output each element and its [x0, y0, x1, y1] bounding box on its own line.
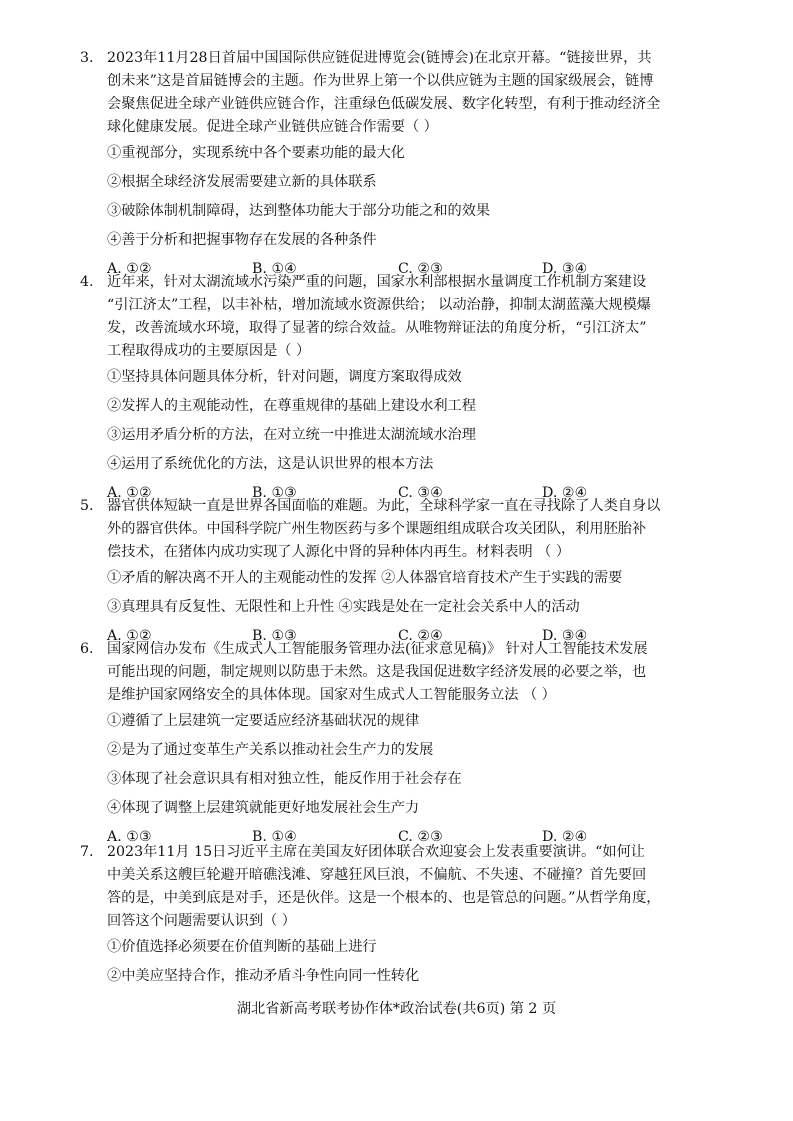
question-4 — [80, 271, 720, 507]
statement-option: ②是为了通过变革生产关系以推动社会生产力的发展 — [107, 742, 434, 758]
question-stem-line: 外的器官供体。中国科学院广州生物医药与多个课题组组成联合攻关团队，利用胚胎补 — [107, 521, 647, 537]
question-stem-line: 2023年11月 15日习近平主席在美国友好团体联合欢迎宴会上发表重要演讲。“如何让 — [107, 844, 645, 860]
question-number: 4. — [80, 274, 94, 290]
answer-choice-c: C. ②④ — [398, 628, 443, 644]
question-stem-line: 球化健康发展。促进全球产业链供应链合作需要（ ） — [107, 119, 438, 135]
answer-choice-b: B. ①④ — [252, 261, 297, 277]
question-6 — [80, 638, 720, 851]
question-stem-line: 会聚焦促进全球产业链供应链合作，注重绿色低碳发展、数字化转型，有利于推动经济全 — [107, 96, 661, 112]
answer-choice-a: A. ①② — [107, 628, 152, 644]
question-number: 3. — [80, 50, 94, 66]
question-stem-line: 2023年11月28日首届中国国际供应链促进博览会(链博会)在北京开幕。“链接世界，共 — [107, 50, 652, 66]
statement-option: ②发挥人的主观能动性，在尊重规律的基础上建设水利工程 — [107, 398, 476, 414]
answer-choice-d: D. ②④ — [542, 485, 588, 501]
answer-choice-d: D. ②④ — [542, 829, 588, 845]
answer-choice-b: B. ①③ — [252, 628, 297, 644]
question-number: 5. — [80, 498, 94, 514]
answer-choice-a: A. ①② — [107, 485, 152, 501]
statement-option: ①价值选择必须要在价值判断的基础上进行 — [107, 939, 377, 955]
answer-choice-b: B. ①④ — [252, 829, 297, 845]
answer-choice-a: A. ①② — [107, 261, 152, 277]
question-stem-line: 器官供体短缺一直是世界各国面临的难题。为此，全球科学家一直在寻找除了人类自身以 — [107, 498, 661, 514]
question-3 — [80, 47, 720, 283]
answer-choice-d: D. ③④ — [542, 628, 588, 644]
question-stem-line: 偿技术，在猪体内成功实现了人源化中肾的异种体内再生。材料表明 （ ） — [107, 544, 571, 560]
statement-option: ③破除体制机制障碍，达到整体功能大于部分功能之和的效果 — [107, 203, 491, 219]
answer-choice-c: C. ②③ — [398, 261, 443, 277]
page-footer: 湖北省新高考联考协作体*政治试卷(共6页) 第 2 页 — [236, 1001, 557, 1017]
answer-choice-c: C. ③④ — [398, 485, 443, 501]
statement-option: ④善于分析和把握事物存在发展的各种条件 — [107, 232, 377, 248]
statement-option: ④运用了系统优化的方法，这是认识世界的根本方法 — [107, 456, 434, 472]
statement-option: ①遵循了上层建筑一定要适应经济基础状况的规律 — [107, 713, 420, 729]
answer-choice-b: B. ①③ — [252, 485, 297, 501]
question-number: 6. — [80, 641, 94, 657]
question-stem-line: 中美关系这艘巨轮避开暗礁浅滩、穿越狂风巨浪，不偏航、不失速、不碰撞？首先要回 — [107, 867, 647, 883]
question-stem-line: 工程取得成功的主要原因是（ ） — [107, 343, 311, 359]
question-number: 7. — [80, 844, 94, 860]
question-7 — [80, 841, 720, 991]
statement-option: ②根据全球经济发展需要建立新的具体联系 — [107, 174, 377, 190]
statement-option: ③运用矛盾分析的方法，在对立统一中推进太湖流域水治理 — [107, 427, 476, 443]
statement-option: ③体现了社会意识具有相对独立性，能反作用于社会存在 — [107, 771, 462, 787]
question-stem-line: 创未来”这是首届链博会的主题。作为世界上第一个以供应链为主题的国家级展会，链博 — [107, 73, 654, 89]
question-stem-line: 回答这个问题需要认识到（ ） — [107, 913, 296, 929]
statement-option: ①坚持具体问题具体分析，针对问题，调度方案取得成效 — [107, 369, 462, 385]
statement-option: ③真理具有反复性、无限性和上升性 ④实践是处在一定社会关系中人的活动 — [107, 599, 580, 615]
question-stem-line: “引江济太”工程，以丰补枯，增加流域水资源供给； 以动治静，抑制太湖蓝藻大规模爆 — [107, 297, 651, 313]
question-stem-line: 是维护国家网络安全的具体体现。国家对生成式人工智能服务立法 （ ） — [107, 687, 556, 703]
answer-choice-a: A. ①③ — [107, 829, 152, 845]
question-stem-line: 国家网信办发布《生成式人工智能服务管理办法(征求意见稿)》 针对人工智能技术发展 — [107, 641, 648, 657]
question-5 — [80, 495, 720, 650]
question-stem-line: 答的是，中美到底是对手，还是伙伴。这是一个根本的、也是管总的问题。”从哲学角度， — [107, 890, 661, 906]
question-stem-line: 发，改善流域水环境，取得了显著的综合效益。从唯物辩证法的角度分析，“引江济太” — [107, 320, 647, 336]
statement-option: ②中美应坚持合作，推动矛盾斗争性向同一性转化 — [107, 968, 420, 984]
question-stem-line: 可能出现的问题，制定规则以防患于未然。这是我国促进数字经济发展的必要之举，也 — [107, 664, 647, 680]
statement-option: ④体现了调整上层建筑就能更好地发展社会生产力 — [107, 800, 420, 816]
statement-option: ①矛盾的解决离不开人的主观能动性的发挥 ②人体器官培育技术产生于实践的需要 — [107, 570, 623, 586]
statement-option: ①重视部分，实现系统中各个要素功能的最大化 — [107, 145, 405, 161]
answer-choice-d: D. ③④ — [542, 261, 588, 277]
question-stem-line: 近年来，针对太湖流域水污染严重的问题，国家水利部根据水量调度工作机制方案建设 — [107, 274, 647, 290]
answer-choice-c: C. ②③ — [398, 829, 443, 845]
